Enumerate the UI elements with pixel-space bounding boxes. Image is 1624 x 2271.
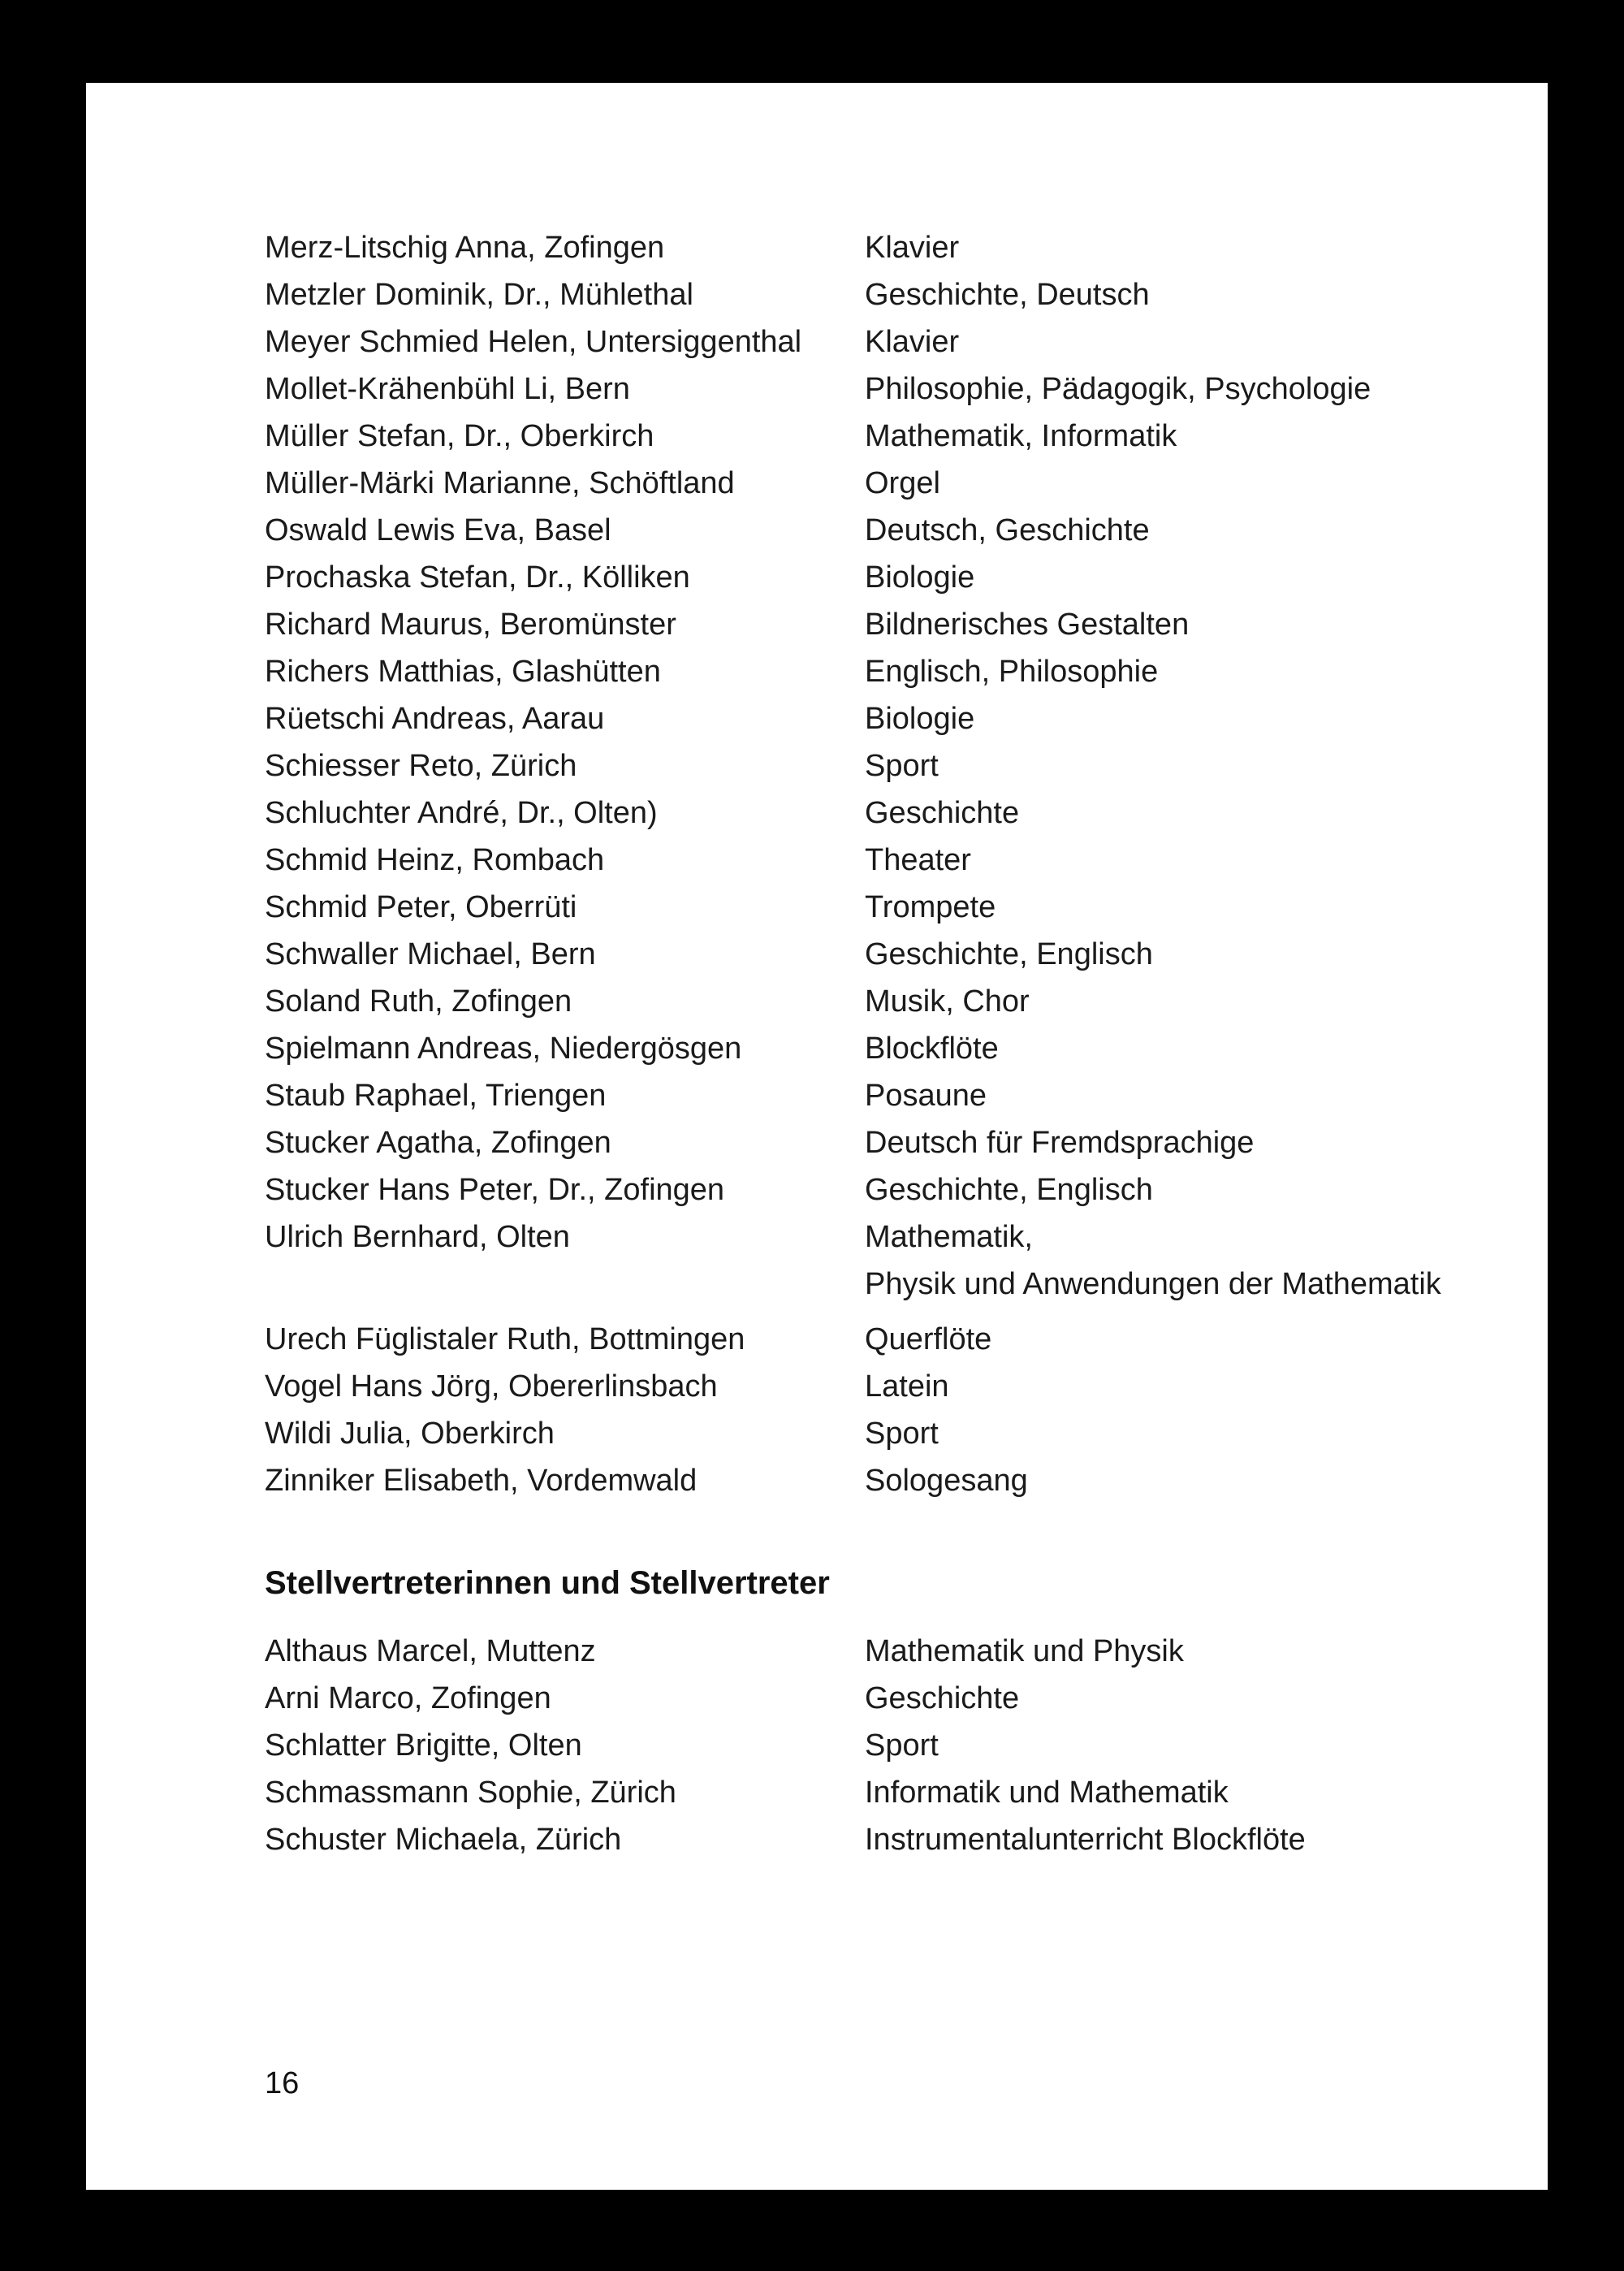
person-name: Oswald Lewis Eva, Basel bbox=[265, 513, 611, 547]
list-item bbox=[265, 1457, 1548, 1504]
list-item bbox=[265, 978, 1548, 1025]
subject bbox=[865, 837, 1548, 884]
subject-line: Englisch, Philosophie bbox=[865, 655, 1159, 689]
list-item bbox=[265, 648, 1548, 695]
list-item bbox=[265, 742, 1548, 789]
person-name: Richard Maurus, Beromünster bbox=[265, 608, 676, 642]
staff-list bbox=[265, 224, 1548, 1504]
subject bbox=[865, 1457, 1548, 1504]
subject bbox=[865, 695, 1548, 742]
list-item bbox=[265, 601, 1548, 648]
subject-line: Philosophie, Pädagogik, Psychologie bbox=[865, 372, 1371, 406]
list-item bbox=[265, 837, 1548, 884]
subject-line: Bildnerisches Gestalten bbox=[865, 608, 1190, 642]
subject-line: Biologie bbox=[865, 702, 975, 736]
person-name: Wildi Julia, Oberkirch bbox=[265, 1417, 555, 1451]
page-number: 16 bbox=[265, 2066, 300, 2100]
subject-line: Sport bbox=[865, 1417, 939, 1451]
subject bbox=[865, 224, 1548, 271]
person-name: Schmid Heinz, Rombach bbox=[265, 843, 605, 877]
subject bbox=[865, 366, 1548, 413]
person-name: Althaus Marcel, Muttenz bbox=[265, 1634, 596, 1668]
subject bbox=[865, 460, 1548, 507]
subject bbox=[865, 554, 1548, 601]
subject bbox=[865, 1410, 1548, 1457]
person-name: Vogel Hans Jörg, Obererlinsbach bbox=[265, 1369, 718, 1404]
subject bbox=[865, 978, 1548, 1025]
subject-line: Blockflöte bbox=[865, 1032, 999, 1066]
section-heading: Stellvertreterinnen und Stellvertreter bbox=[265, 1565, 830, 1601]
subject bbox=[865, 789, 1548, 837]
subject-line: Theater bbox=[865, 843, 971, 877]
subject-line: Mathematik, Informatik bbox=[865, 419, 1177, 453]
person-name: Rüetschi Andreas, Aarau bbox=[265, 702, 605, 736]
list-item bbox=[265, 413, 1548, 460]
subject bbox=[865, 601, 1548, 648]
person-name: Schluchter André, Dr., Olten) bbox=[265, 796, 658, 830]
person-name: Urech Füglistaler Ruth, Bottmingen bbox=[265, 1322, 745, 1356]
list-item bbox=[265, 695, 1548, 742]
person-name: Meyer Schmied Helen, Untersiggenthal bbox=[265, 325, 802, 359]
subject-line: Sologesang bbox=[865, 1464, 1028, 1498]
list-item bbox=[265, 1119, 1548, 1166]
subject-line: Biologie bbox=[865, 560, 975, 595]
document-page bbox=[86, 83, 1548, 2190]
person-name: Zinniker Elisabeth, Vordemwald bbox=[265, 1464, 698, 1498]
list-item bbox=[265, 1072, 1548, 1119]
subject bbox=[865, 1628, 1548, 1675]
deputy-list bbox=[265, 1628, 1548, 1863]
list-item bbox=[265, 1166, 1548, 1213]
subject-line: Deutsch für Fremdsprachige bbox=[865, 1126, 1255, 1160]
subject bbox=[865, 884, 1548, 931]
subject-line: Physik und Anwendungen der Mathematik bbox=[865, 1267, 1441, 1301]
subject-line: Sport bbox=[865, 1728, 939, 1763]
person-name: Schwaller Michael, Bern bbox=[265, 937, 596, 971]
subject-line: Musik, Chor bbox=[865, 984, 1030, 1019]
subject-line: Orgel bbox=[865, 466, 940, 500]
person-name: Soland Ruth, Zofingen bbox=[265, 984, 572, 1019]
list-item bbox=[265, 789, 1548, 837]
list-item bbox=[265, 1025, 1548, 1072]
list-item bbox=[265, 1769, 1548, 1816]
subject bbox=[865, 1769, 1548, 1816]
subject-line: Klavier bbox=[865, 325, 960, 359]
subject bbox=[865, 1722, 1548, 1769]
list-item bbox=[265, 224, 1548, 271]
person-name: Schmid Peter, Oberrüti bbox=[265, 890, 577, 924]
person-name: Müller-Märki Marianne, Schöftland bbox=[265, 466, 735, 500]
subject-line: Geschichte bbox=[865, 796, 1020, 830]
list-item bbox=[265, 1816, 1548, 1863]
subject bbox=[865, 271, 1548, 318]
subject bbox=[865, 318, 1548, 366]
subject bbox=[865, 1363, 1548, 1410]
list-item bbox=[265, 1722, 1548, 1769]
subject-line: Posaune bbox=[865, 1079, 987, 1113]
subject bbox=[865, 507, 1548, 554]
subject-line: Latein bbox=[865, 1369, 949, 1404]
subject bbox=[865, 742, 1548, 789]
list-item bbox=[265, 271, 1548, 318]
subject-line: Geschichte, Deutsch bbox=[865, 278, 1150, 312]
subject-line: Geschichte, Englisch bbox=[865, 1173, 1153, 1207]
person-name: Prochaska Stefan, Dr., Kölliken bbox=[265, 560, 690, 595]
subject bbox=[865, 1072, 1548, 1119]
person-name: Merz-Litschig Anna, Zofingen bbox=[265, 231, 665, 265]
subject-line: Mathematik, bbox=[865, 1220, 1033, 1254]
subject bbox=[865, 1119, 1548, 1166]
subject-line: Geschichte bbox=[865, 1681, 1020, 1715]
subject-line: Informatik und Mathematik bbox=[865, 1776, 1229, 1810]
person-name: Ulrich Bernhard, Olten bbox=[265, 1220, 570, 1254]
person-name: Schlatter Brigitte, Olten bbox=[265, 1728, 582, 1763]
subject-line: Sport bbox=[865, 749, 939, 783]
list-item bbox=[265, 931, 1548, 978]
person-name: Richers Matthias, Glashütten bbox=[265, 655, 661, 689]
subject-line: Trompete bbox=[865, 890, 996, 924]
subject-line: Mathematik und Physik bbox=[865, 1634, 1184, 1668]
person-name: Schmassmann Sophie, Zürich bbox=[265, 1776, 676, 1810]
list-item bbox=[265, 1316, 1548, 1363]
person-name: Stucker Hans Peter, Dr., Zofingen bbox=[265, 1173, 725, 1207]
person-name: Schuster Michaela, Zürich bbox=[265, 1823, 622, 1857]
list-item bbox=[265, 318, 1548, 366]
subject bbox=[865, 1816, 1548, 1863]
person-name: Metzler Dominik, Dr., Mühlethal bbox=[265, 278, 693, 312]
list-item bbox=[265, 884, 1548, 931]
list-item bbox=[265, 1410, 1548, 1457]
list-item bbox=[265, 366, 1548, 413]
subject bbox=[865, 931, 1548, 978]
subject-line: Klavier bbox=[865, 231, 960, 265]
subject bbox=[865, 1166, 1548, 1213]
list-item bbox=[265, 1213, 1548, 1308]
list-item bbox=[265, 554, 1548, 601]
subject bbox=[865, 648, 1548, 695]
subject-line: Geschichte, Englisch bbox=[865, 937, 1153, 971]
subject bbox=[865, 1025, 1548, 1072]
subject bbox=[865, 413, 1548, 460]
person-name: Schiesser Reto, Zürich bbox=[265, 749, 577, 783]
list-item bbox=[265, 507, 1548, 554]
list-item bbox=[265, 1675, 1548, 1722]
subject-line: Deutsch, Geschichte bbox=[865, 513, 1150, 547]
subject bbox=[865, 1675, 1548, 1722]
subject bbox=[865, 1316, 1548, 1363]
subject-line: Instrumentalunterricht Blockflöte bbox=[865, 1823, 1306, 1857]
list-item bbox=[265, 460, 1548, 507]
subject-line: Querflöte bbox=[865, 1322, 992, 1356]
person-name: Müller Stefan, Dr., Oberkirch bbox=[265, 419, 654, 453]
list-item bbox=[265, 1628, 1548, 1675]
person-name: Staub Raphael, Triengen bbox=[265, 1079, 607, 1113]
person-name: Spielmann Andreas, Niedergösgen bbox=[265, 1032, 742, 1066]
person-name: Arni Marco, Zofingen bbox=[265, 1681, 551, 1715]
list-item bbox=[265, 1363, 1548, 1410]
person-name: Stucker Agatha, Zofingen bbox=[265, 1126, 611, 1160]
subject bbox=[865, 1213, 1548, 1308]
person-name: Mollet-Krähenbühl Li, Bern bbox=[265, 372, 630, 406]
